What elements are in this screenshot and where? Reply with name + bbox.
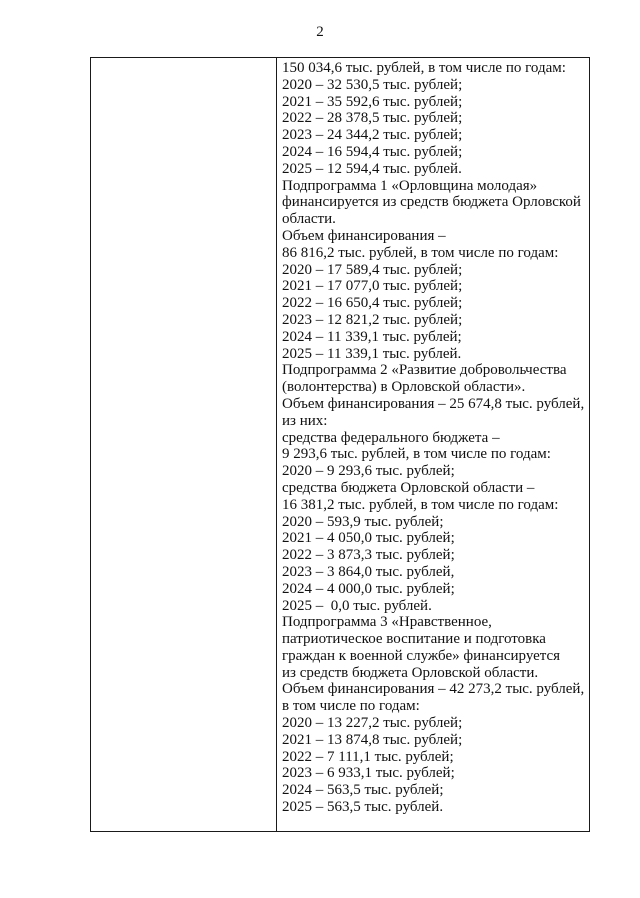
text-line: 2025 – 0,0 тыс. рублей. (282, 597, 432, 614)
text-line: 2020 – 17 589,4 тыс. рублей; (282, 261, 463, 278)
text-line: 2021 – 13 874,8 тыс. рублей; (282, 731, 463, 748)
text-line: из них: (282, 412, 328, 429)
text-line: 2025 – 12 594,4 тыс. рублей. (282, 160, 462, 177)
text-line: 2023 – 24 344,2 тыс. рублей; (282, 127, 463, 144)
text-line: 2020 – 13 227,2 тыс. рублей; (282, 715, 463, 732)
text-line: 2024 – 563,5 тыс. рублей; (282, 782, 444, 799)
text-line: средства бюджета Орловской области – (282, 479, 535, 496)
text-line: области. (282, 211, 336, 228)
text-line: 2025 – 11 339,1 тыс. рублей. (282, 345, 462, 362)
text-line: 2022 – 7 111,1 тыс. рублей; (282, 748, 454, 765)
text-line: 2022 – 3 873,3 тыс. рублей; (282, 547, 455, 564)
text-line: 2024 – 11 339,1 тыс. рублей; (282, 328, 462, 345)
text-line: Объем финансирования – (282, 227, 446, 244)
text-line: в том числе по годам: (282, 698, 420, 715)
text-line: 2020 – 32 530,5 тыс. рублей; (282, 76, 463, 93)
text-line: (волонтерства) в Орловской области». (282, 379, 526, 396)
text-line: граждан к военной службе» финансируется (282, 647, 561, 664)
text-line: 2021 – 17 077,0 тыс. рублей; (282, 278, 463, 295)
text-line: 2023 – 3 864,0 тыс. рублей, (282, 563, 455, 580)
text-line: 9 293,6 тыс. рублей, в том числе по годам: (282, 446, 551, 463)
text-line: Подпрограмма 3 «Нравственное, (282, 614, 492, 631)
text-line: 2024 – 16 594,4 тыс. рублей; (282, 143, 463, 160)
table-cell-left (91, 58, 277, 831)
text-line: средства федерального бюджета – (282, 429, 500, 446)
text-line: 2020 – 593,9 тыс. рублей; (282, 513, 444, 530)
text-line: 2023 – 6 933,1 тыс. рублей; (282, 765, 455, 782)
text-line: патриотическое воспитание и подготовка (282, 631, 546, 648)
text-line: 2022 – 28 378,5 тыс. рублей; (282, 110, 463, 127)
text-line: Объем финансирования – 25 674,8 тыс. рублей, (282, 395, 585, 412)
text-line: 2021 – 35 592,6 тыс. рублей; (282, 93, 463, 110)
text-line: 2023 – 12 821,2 тыс. рублей; (282, 311, 463, 328)
text-line: 2020 – 9 293,6 тыс. рублей; (282, 463, 455, 480)
text-line: 2022 – 16 650,4 тыс. рублей; (282, 295, 463, 312)
text-line: 2021 – 4 050,0 тыс. рублей; (282, 530, 455, 547)
text-line: 150 034,6 тыс. рублей, в том числе по годам: (282, 60, 566, 76)
text-line: из средств бюджета Орловской области. (282, 664, 539, 681)
text-line: 2025 – 563,5 тыс. рублей. (282, 799, 444, 816)
text-line: 2024 – 4 000,0 тыс. рублей; (282, 580, 455, 597)
text-line: 16 381,2 тыс. рублей, в том числе по годам: (282, 496, 559, 513)
text-line: Подпрограмма 1 «Орловщина молодая» (282, 177, 538, 194)
text-line: финансируется из средств бюджета Орловской (282, 194, 581, 211)
funding-table (90, 57, 590, 832)
text-line: Объем финансирования – 42 273,2 тыс. рублей, (282, 681, 585, 698)
text-line: Подпрограмма 2 «Развитие добровольчества (282, 362, 567, 379)
page-number: 2 (316, 24, 324, 40)
table-cell-right (277, 58, 589, 831)
text-line: 86 816,2 тыс. рублей, в том числе по годам: (282, 244, 559, 261)
